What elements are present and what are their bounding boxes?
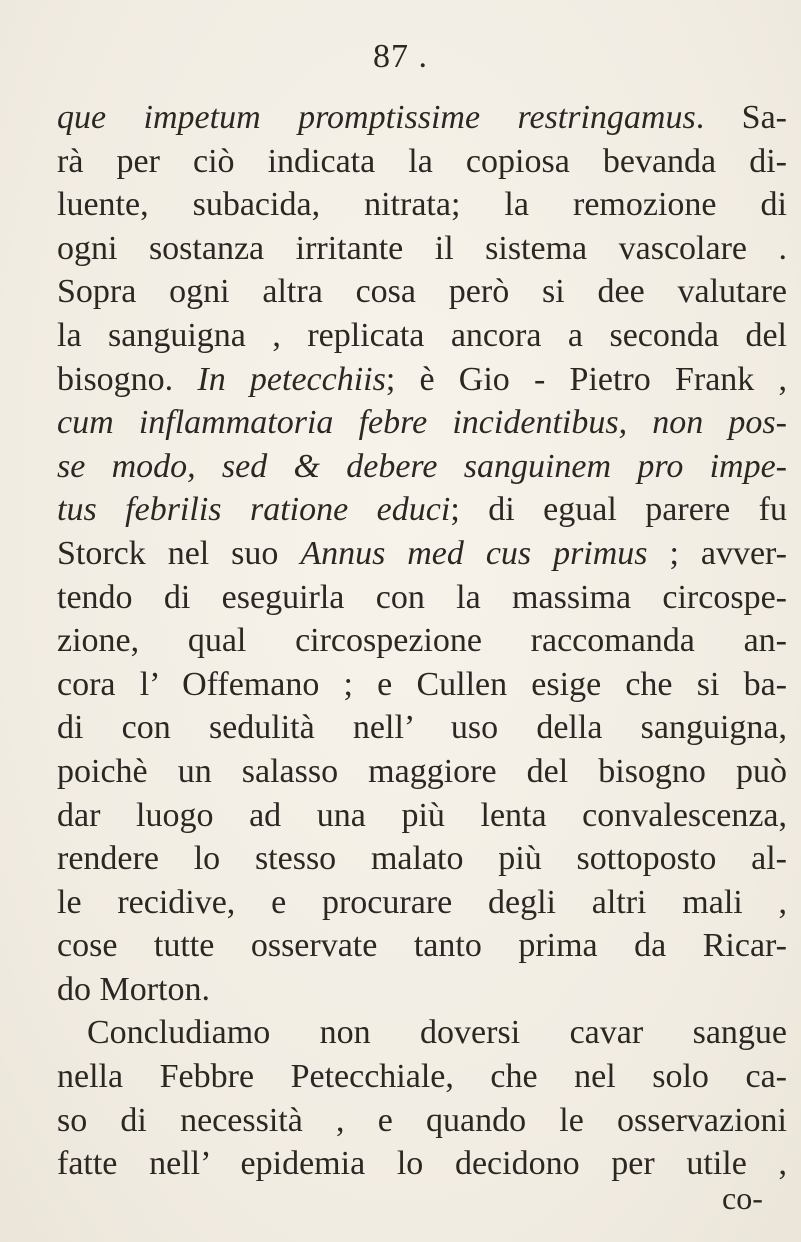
italic-text: que impetum promptissime restringamus (57, 99, 696, 136)
roman-text: poichè un salasso maggiore del bisogno può (57, 752, 787, 790)
roman-text: zione, qual circospezione raccomanda an- (57, 622, 787, 660)
roman-text: fatte nell’ epidemia lo decidono per utile , (57, 1145, 787, 1183)
roman-text: tendo di eseguirla con la massima circospe- (57, 578, 787, 616)
roman-text: ; di egual parere fu (450, 491, 788, 529)
text-line (57, 488, 787, 532)
roman-text: bisogno. (57, 360, 198, 398)
text-line (57, 619, 787, 663)
text-line (57, 358, 787, 402)
text-line (57, 140, 787, 184)
roman-text: di con sedulità nell’ uso della sanguigna, (57, 709, 787, 747)
text-line (57, 576, 787, 620)
italic-text: cum inflammatoria febre incidentibus, non pos- (57, 404, 787, 442)
roman-text: dar luogo ad una più lenta convalescenza, (57, 796, 787, 834)
text-line (57, 532, 787, 576)
roman-text: nella Febbre Petecchiale, che nel solo ca- (57, 1058, 787, 1096)
text-line (57, 968, 787, 1012)
text-line (57, 706, 787, 750)
roman-text: ; è Gio - Pietro Frank , (385, 360, 787, 398)
text-line (57, 881, 787, 925)
roman-text: le recidive, e procurare degli altri mali , (57, 883, 787, 921)
text-line (57, 924, 787, 968)
roman-text: do Morton. (57, 970, 210, 1008)
text-line (57, 96, 787, 140)
catchword: co- (722, 1180, 763, 1216)
text-line (57, 314, 787, 358)
text-line (57, 1011, 787, 1055)
italic-text: In petecchiis (197, 360, 386, 398)
roman-text: Concludiamo non doversi cavar sangue (87, 1014, 787, 1052)
roman-text: cora l’ Offemano ; e Cullen esige che si ba- (57, 665, 787, 703)
roman-text: ogni sostanza irritante il sistema vascolare . (57, 229, 787, 267)
italic-text: se modo, sed & debere sanguinem pro impe- (57, 447, 787, 485)
body-text (57, 96, 787, 1186)
roman-text: so di necessità , e quando le osservazioni (57, 1101, 787, 1139)
text-line (57, 183, 787, 227)
text-line (57, 401, 787, 445)
text-line (57, 1142, 787, 1186)
roman-text: rà per ciò indicata la copiosa bevanda di- (57, 142, 787, 180)
roman-text: la sanguigna , replicata ancora a seconda del (57, 316, 787, 354)
text-line (57, 794, 787, 838)
italic-text: tus febrilis ratione educi (57, 491, 451, 529)
roman-text: cose tutte osservate tanto prima da Ricar- (57, 927, 787, 965)
text-line (57, 1099, 787, 1143)
text-line (57, 750, 787, 794)
roman-text: luente, subacida, nitrata; la remozione di (57, 186, 787, 224)
text-line (57, 227, 787, 271)
text-line (57, 1055, 787, 1099)
roman-text: Sopra ogni altra cosa però si dee valutare (57, 273, 787, 311)
roman-text: . Sa- (695, 99, 787, 136)
roman-text: rendere lo stesso malato più sottoposto al- (57, 840, 787, 878)
roman-text: Storck nel suo (57, 534, 301, 572)
text-line (57, 270, 787, 314)
text-line (57, 837, 787, 881)
text-line (57, 663, 787, 707)
text-line (57, 445, 787, 489)
page-number: 87 . (373, 38, 428, 75)
italic-text: Annus med cus primus (300, 534, 648, 572)
roman-text: ; avver- (647, 534, 787, 572)
